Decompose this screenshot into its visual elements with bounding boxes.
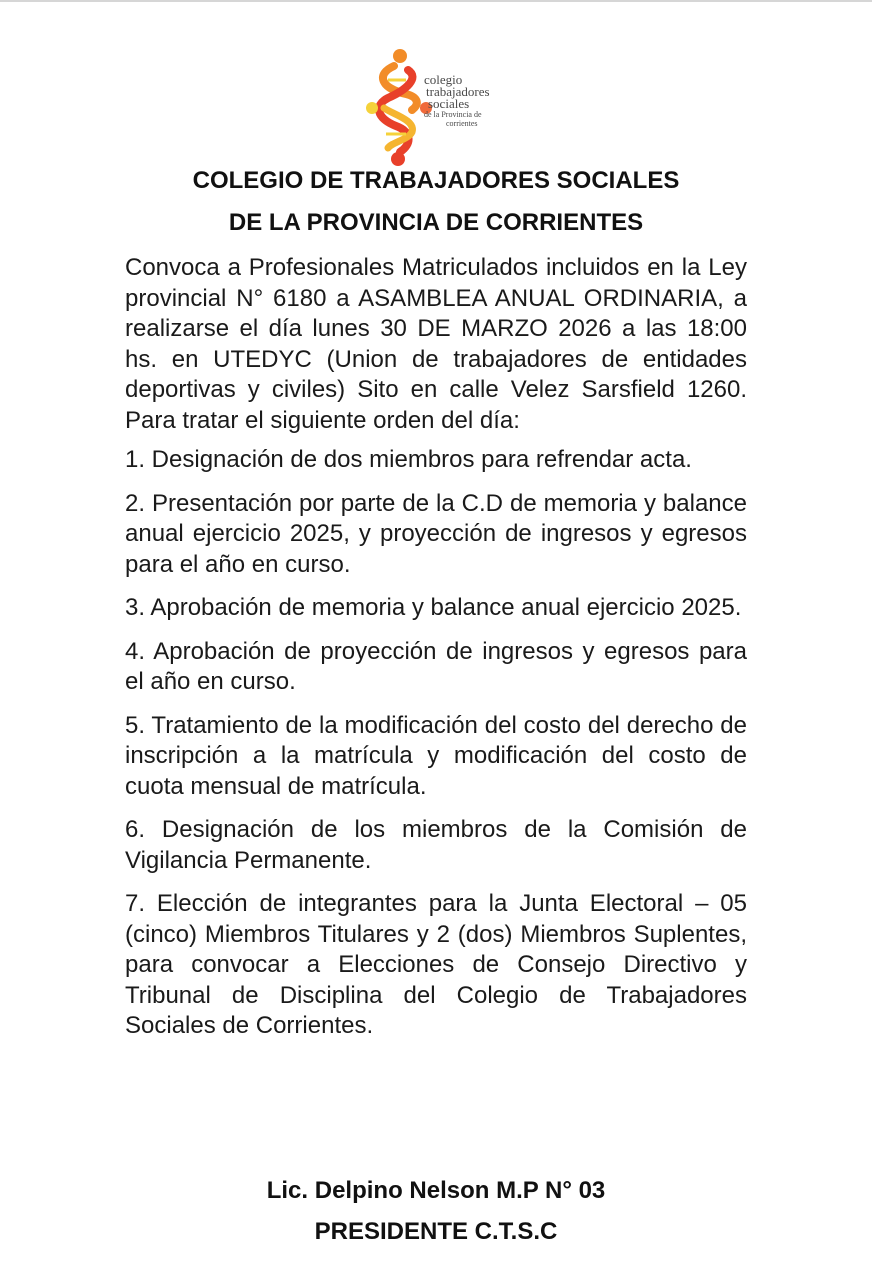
logo-line-trabajadores: trabajadores [426, 84, 490, 99]
dna-helix-icon [362, 48, 432, 168]
intro-paragraph: Convoca a Profesionales Matriculados incluidos en la Ley provincial N° 6180 a ASAMBLEA ANUAL ORDINARIA, a realizarse el día lunes 30 DE MARZO 2026 a las 18:00 hs. en UTEDYC (Union de trabajadores de entidades deportivas y civiles) Sito en calle Velez Sarsfield 1260. Para tratar el siguiente orden del día: [125, 254, 747, 434]
logo-wordmark [424, 74, 490, 128]
top-border [0, 0, 872, 2]
logo-line-corrientes: corrientes [446, 119, 478, 128]
organization-logo [362, 48, 512, 168]
document-body [125, 253, 747, 1042]
agenda-item-6: 6. Designación de los miembros de la Comisión de Vigilancia Permanente. [125, 816, 747, 874]
agenda-item-4: 4. Aprobación de proyección de ingresos y egresos para el año en curso. [125, 637, 747, 695]
logo-line-sociales: sociales [428, 96, 470, 111]
agenda-item-2: 2. Presentación por parte de la C.D de memoria y balance anual ejercicio 2025, y proyección de ingresos y egresos para el año en curso. [125, 489, 747, 578]
agenda-item-3: 3. Aprobación de memoria y balance anual ejercicio 2025. [125, 594, 742, 621]
logo-line-provincia: de la Provincia de [424, 110, 482, 119]
document-title-line-1: COLEGIO DE TRABAJADORES SOCIALES [192, 167, 680, 194]
signatory-name: Lic. Delpino Nelson M.P N° 03 [266, 1177, 606, 1204]
logo-line-colegio: colegio [424, 72, 463, 87]
agenda-item-7: 7. Elección de integrantes para la Junta Electoral – 05 (cinco) Miembros Titulares y 2 (dos) Miembros Suplentes, para convocar a Elecciones de Consejo Directivo y Tribunal de Disciplina del Colegio de Trabajadores Sociales de Corrientes. [125, 890, 747, 1039]
agenda-item-1: 1. Designación de dos miembros para refrendar acta. [125, 446, 692, 473]
signatory-role: PRESIDENTE C.T.S.C [314, 1218, 558, 1245]
document-title-line-2: DE LA PROVINCIA DE CORRIENTES [228, 209, 644, 236]
agenda-item-5: 5. Tratamiento de la modificación del costo del derecho de inscripción a la matrícula y modificación del costo de cuota mensual de matrícula. [125, 711, 747, 800]
